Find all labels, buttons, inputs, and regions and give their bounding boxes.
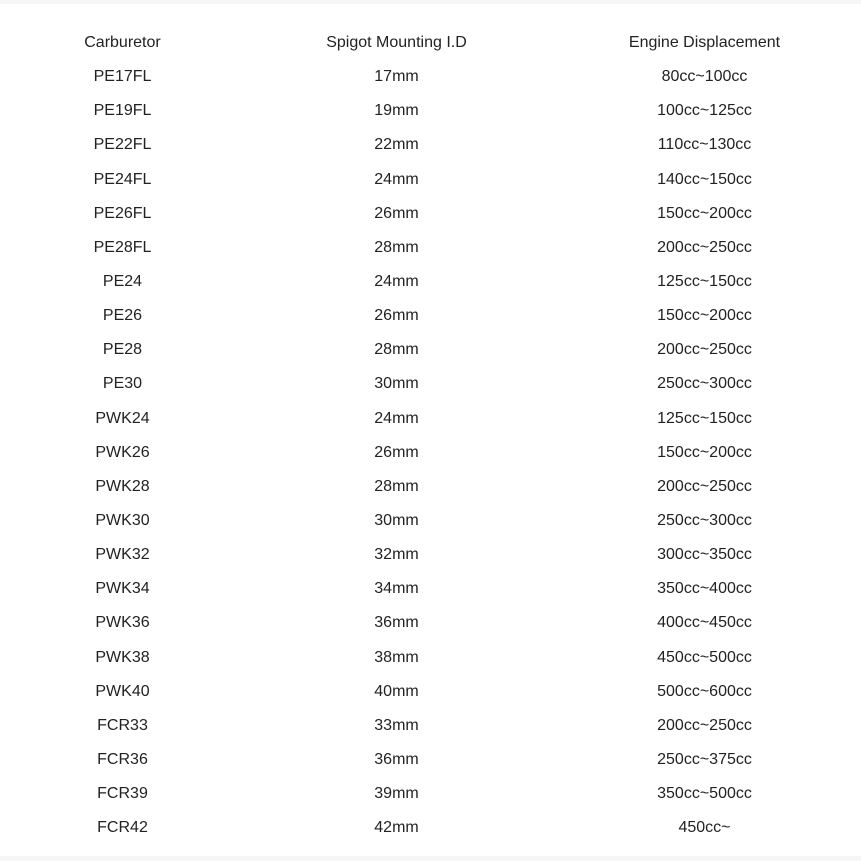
cell-engine-displacement: 300cc~350cc bbox=[657, 546, 752, 564]
cell-engine-displacement: 250cc~300cc bbox=[657, 512, 752, 530]
cell-engine-displacement: 350cc~400cc bbox=[657, 580, 752, 598]
cell-engine-displacement: 110cc~130cc bbox=[657, 136, 752, 154]
cell-spigot-mounting-id: 32mm bbox=[374, 546, 419, 564]
table-row bbox=[0, 94, 861, 128]
cell-engine-displacement: 200cc~250cc bbox=[657, 477, 752, 495]
cell-spigot-mounting-id: 38mm bbox=[374, 648, 419, 666]
cell-carburetor-model: PE22FL bbox=[93, 136, 152, 154]
cell-carburetor-model: PWK30 bbox=[95, 512, 150, 530]
cell-carburetor-model: PWK40 bbox=[95, 682, 150, 700]
cell-spigot-mounting-id: 26mm bbox=[374, 204, 419, 222]
cell-spigot-mounting-id: 26mm bbox=[374, 443, 419, 461]
cell-engine-displacement: 125cc~150cc bbox=[657, 273, 752, 291]
cell-engine-displacement: 150cc~200cc bbox=[657, 443, 752, 461]
table-row bbox=[0, 709, 861, 743]
cell-carburetor-model: PE24 bbox=[102, 273, 143, 291]
table-row bbox=[0, 572, 861, 606]
cell-carburetor-model: PE30 bbox=[102, 375, 143, 393]
cell-spigot-mounting-id: 36mm bbox=[374, 751, 419, 769]
cell-engine-displacement: 100cc~125cc bbox=[657, 102, 752, 120]
cell-carburetor-model: PWK38 bbox=[95, 648, 150, 666]
cell-spigot-mounting-id: 39mm bbox=[374, 785, 419, 803]
table-row bbox=[0, 197, 861, 231]
cell-engine-displacement: 250cc~300cc bbox=[657, 375, 752, 393]
cell-carburetor-model: PE24FL bbox=[93, 170, 152, 188]
cell-engine-displacement: 200cc~250cc bbox=[657, 341, 752, 359]
header-engine-displacement: Engine Displacement bbox=[628, 34, 781, 52]
cell-engine-displacement: 250cc~375cc bbox=[657, 751, 752, 769]
table-row bbox=[0, 641, 861, 675]
cell-spigot-mounting-id: 24mm bbox=[374, 273, 419, 291]
table-row bbox=[0, 538, 861, 572]
cell-carburetor-model: PE26 bbox=[102, 307, 143, 325]
cell-engine-displacement: 200cc~250cc bbox=[657, 716, 752, 734]
table-row bbox=[0, 402, 861, 436]
cell-spigot-mounting-id: 24mm bbox=[374, 409, 419, 427]
table-row bbox=[0, 504, 861, 538]
cell-spigot-mounting-id: 33mm bbox=[374, 716, 419, 734]
cell-spigot-mounting-id: 28mm bbox=[374, 238, 419, 256]
cell-engine-displacement: 80cc~100cc bbox=[661, 68, 748, 86]
cell-carburetor-model: PE19FL bbox=[93, 102, 152, 120]
table-row bbox=[0, 436, 861, 470]
cell-carburetor-model: FCR39 bbox=[97, 785, 148, 803]
cell-spigot-mounting-id: 28mm bbox=[374, 477, 419, 495]
cell-engine-displacement: 450cc~ bbox=[678, 819, 731, 837]
table-row bbox=[0, 299, 861, 333]
table-row bbox=[0, 163, 861, 197]
bottom-edge-band bbox=[0, 856, 861, 861]
table-row bbox=[0, 675, 861, 709]
cell-spigot-mounting-id: 36mm bbox=[374, 614, 419, 632]
cell-engine-displacement: 150cc~200cc bbox=[657, 204, 752, 222]
cell-carburetor-model: PE26FL bbox=[93, 204, 152, 222]
cell-spigot-mounting-id: 26mm bbox=[374, 307, 419, 325]
cell-spigot-mounting-id: 40mm bbox=[374, 682, 419, 700]
cell-carburetor-model: FCR36 bbox=[97, 751, 148, 769]
table-row bbox=[0, 128, 861, 162]
cell-spigot-mounting-id: 30mm bbox=[374, 512, 419, 530]
table-row bbox=[0, 265, 861, 299]
cell-carburetor-model: PWK26 bbox=[95, 443, 150, 461]
cell-engine-displacement: 400cc~450cc bbox=[657, 614, 752, 632]
table-row bbox=[0, 743, 861, 777]
top-edge-band bbox=[0, 0, 861, 4]
table-row bbox=[0, 470, 861, 504]
cell-spigot-mounting-id: 34mm bbox=[374, 580, 419, 598]
cell-engine-displacement: 350cc~500cc bbox=[657, 785, 752, 803]
table-row bbox=[0, 333, 861, 367]
cell-carburetor-model: PE28FL bbox=[93, 238, 152, 256]
table-row bbox=[0, 60, 861, 94]
cell-spigot-mounting-id: 30mm bbox=[374, 375, 419, 393]
cell-carburetor-model: PWK36 bbox=[95, 614, 150, 632]
cell-carburetor-model: PWK32 bbox=[95, 546, 150, 564]
cell-engine-displacement: 140cc~150cc bbox=[657, 170, 752, 188]
cell-carburetor-model: FCR33 bbox=[97, 716, 148, 734]
table-header-row bbox=[0, 26, 861, 60]
cell-carburetor-model: FCR42 bbox=[97, 819, 148, 837]
cell-engine-displacement: 125cc~150cc bbox=[657, 409, 752, 427]
cell-engine-displacement: 200cc~250cc bbox=[657, 238, 752, 256]
cell-spigot-mounting-id: 42mm bbox=[374, 819, 419, 837]
header-carburetor: Carburetor bbox=[84, 34, 161, 52]
cell-carburetor-model: PE17FL bbox=[93, 68, 152, 86]
cell-carburetor-model: PWK24 bbox=[95, 409, 150, 427]
table-body bbox=[0, 60, 861, 845]
carburetor-spec-table bbox=[0, 26, 861, 845]
cell-engine-displacement: 500cc~600cc bbox=[657, 682, 752, 700]
table-row bbox=[0, 231, 861, 265]
cell-engine-displacement: 150cc~200cc bbox=[657, 307, 752, 325]
header-spigot-mounting-id: Spigot Mounting I.D bbox=[326, 34, 467, 52]
cell-spigot-mounting-id: 19mm bbox=[374, 102, 419, 120]
cell-spigot-mounting-id: 28mm bbox=[374, 341, 419, 359]
cell-carburetor-model: PWK28 bbox=[95, 477, 150, 495]
table-row bbox=[0, 811, 861, 845]
table-row bbox=[0, 367, 861, 401]
table-row bbox=[0, 606, 861, 640]
cell-carburetor-model: PE28 bbox=[102, 341, 143, 359]
cell-engine-displacement: 450cc~500cc bbox=[657, 648, 752, 666]
cell-spigot-mounting-id: 17mm bbox=[374, 68, 419, 86]
cell-spigot-mounting-id: 24mm bbox=[374, 170, 419, 188]
cell-carburetor-model: PWK34 bbox=[95, 580, 150, 598]
cell-spigot-mounting-id: 22mm bbox=[374, 136, 419, 154]
table-row bbox=[0, 777, 861, 811]
